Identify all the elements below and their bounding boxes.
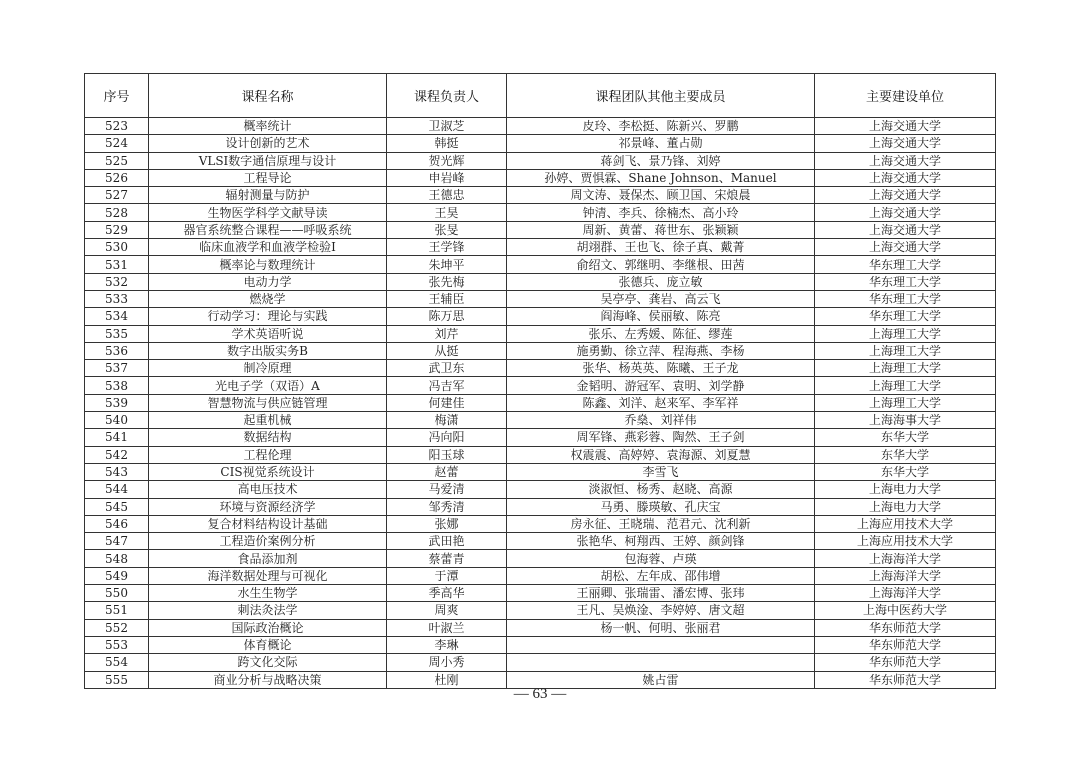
cell-serial-number: 528 bbox=[85, 204, 149, 221]
cell-serial-number: 541 bbox=[85, 429, 149, 446]
cell-team-members: 姚占雷 bbox=[507, 671, 815, 688]
table-row bbox=[85, 636, 996, 653]
cell-serial-number: 546 bbox=[85, 515, 149, 532]
cell-team-members: 陈鑫、刘洋、赵来军、李军祥 bbox=[507, 394, 815, 411]
cell-course-leader: 申岩峰 bbox=[387, 169, 507, 186]
cell-course-name: 生物医学科学文献导读 bbox=[149, 204, 387, 221]
cell-institution: 华东师范大学 bbox=[815, 671, 996, 688]
cell-course-leader: 阳玉球 bbox=[387, 446, 507, 463]
cell-team-members: 张德兵、庞立敏 bbox=[507, 273, 815, 290]
cell-serial-number: 533 bbox=[85, 290, 149, 307]
table-row bbox=[85, 290, 996, 307]
cell-course-name: 水生生物学 bbox=[149, 585, 387, 602]
cell-team-members: 张华、杨英英、陈曦、王子龙 bbox=[507, 360, 815, 377]
cell-team-members: 胡松、左年成、邵伟增 bbox=[507, 567, 815, 584]
cell-team-members: 蒋剑飞、景乃锋、刘婷 bbox=[507, 152, 815, 169]
cell-team-members: 钟清、李兵、徐楠杰、高小玲 bbox=[507, 204, 815, 221]
cell-team-members: 张艳华、柯翔西、王婷、颜剑锋 bbox=[507, 533, 815, 550]
cell-serial-number: 539 bbox=[85, 394, 149, 411]
header-serial-number: 序号 bbox=[85, 74, 149, 118]
table-row bbox=[85, 498, 996, 515]
cell-team-members: 金韬明、游冠军、袁明、刘学静 bbox=[507, 377, 815, 394]
cell-serial-number: 531 bbox=[85, 256, 149, 273]
cell-course-leader: 王学锋 bbox=[387, 239, 507, 256]
cell-institution: 上海海事大学 bbox=[815, 412, 996, 429]
cell-course-leader: 李琳 bbox=[387, 636, 507, 653]
cell-team-members: 皮玲、李松挺、陈新兴、罗鹏 bbox=[507, 118, 815, 135]
cell-team-members: 吴亭亭、龚岩、高云飞 bbox=[507, 290, 815, 307]
cell-institution: 上海交通大学 bbox=[815, 118, 996, 135]
cell-course-leader: 杜刚 bbox=[387, 671, 507, 688]
cell-institution: 上海交通大学 bbox=[815, 152, 996, 169]
cell-team-members: 周军锋、燕彩蓉、陶然、王子剑 bbox=[507, 429, 815, 446]
cell-serial-number: 538 bbox=[85, 377, 149, 394]
cell-course-name: 环境与资源经济学 bbox=[149, 498, 387, 515]
cell-course-name: 制冷原理 bbox=[149, 360, 387, 377]
cell-course-leader: 武田艳 bbox=[387, 533, 507, 550]
cell-course-leader: 邹秀清 bbox=[387, 498, 507, 515]
table-row bbox=[85, 533, 996, 550]
cell-institution: 华东师范大学 bbox=[815, 619, 996, 636]
cell-course-leader: 冯向阳 bbox=[387, 429, 507, 446]
cell-course-leader: 赵蕾 bbox=[387, 463, 507, 480]
cell-course-leader: 王德忠 bbox=[387, 187, 507, 204]
table-body bbox=[85, 118, 996, 689]
cell-institution: 华东理工大学 bbox=[815, 308, 996, 325]
cell-institution: 上海理工大学 bbox=[815, 394, 996, 411]
cell-serial-number: 530 bbox=[85, 239, 149, 256]
cell-course-name: 工程伦理 bbox=[149, 446, 387, 463]
cell-course-leader: 蔡蕾青 bbox=[387, 550, 507, 567]
cell-institution: 上海电力大学 bbox=[815, 481, 996, 498]
cell-course-name: 国际政治概论 bbox=[149, 619, 387, 636]
cell-team-members: 施勇勤、徐立萍、程海燕、李杨 bbox=[507, 342, 815, 359]
cell-serial-number: 554 bbox=[85, 654, 149, 671]
cell-institution: 华东理工大学 bbox=[815, 256, 996, 273]
cell-team-members: 包海蓉、卢瑛 bbox=[507, 550, 815, 567]
cell-team-members: 阎海峰、侯丽敏、陈亮 bbox=[507, 308, 815, 325]
cell-serial-number: 553 bbox=[85, 636, 149, 653]
cell-serial-number: 524 bbox=[85, 135, 149, 152]
table-row bbox=[85, 654, 996, 671]
cell-institution: 上海交通大学 bbox=[815, 135, 996, 152]
table-row bbox=[85, 567, 996, 584]
cell-serial-number: 537 bbox=[85, 360, 149, 377]
table-header-row bbox=[85, 74, 996, 118]
cell-serial-number: 542 bbox=[85, 446, 149, 463]
table-row bbox=[85, 152, 996, 169]
table-row bbox=[85, 273, 996, 290]
header-team-members: 课程团队其他主要成员 bbox=[507, 74, 815, 118]
header-course-leader: 课程负责人 bbox=[387, 74, 507, 118]
cell-serial-number: 552 bbox=[85, 619, 149, 636]
cell-institution: 上海中医药大学 bbox=[815, 602, 996, 619]
cell-course-leader: 张娜 bbox=[387, 515, 507, 532]
cell-course-leader: 季高华 bbox=[387, 585, 507, 602]
cell-course-leader: 于潭 bbox=[387, 567, 507, 584]
table-row bbox=[85, 550, 996, 567]
cell-serial-number: 535 bbox=[85, 325, 149, 342]
cell-institution: 上海海洋大学 bbox=[815, 550, 996, 567]
cell-serial-number: 543 bbox=[85, 463, 149, 480]
cell-team-members: 王凡、吴焕淦、李婷婷、唐文超 bbox=[507, 602, 815, 619]
cell-course-name: 工程造价案例分析 bbox=[149, 533, 387, 550]
cell-course-leader: 王昊 bbox=[387, 204, 507, 221]
cell-team-members: 祁景峰、董占勋 bbox=[507, 135, 815, 152]
header-institution: 主要建设单位 bbox=[815, 74, 996, 118]
cell-serial-number: 551 bbox=[85, 602, 149, 619]
cell-team-members: 王丽卿、张瑞雷、潘宏博、张玮 bbox=[507, 585, 815, 602]
cell-course-leader: 梅潇 bbox=[387, 412, 507, 429]
cell-course-name: 概率论与数理统计 bbox=[149, 256, 387, 273]
cell-institution: 上海海洋大学 bbox=[815, 567, 996, 584]
cell-course-name: 数据结构 bbox=[149, 429, 387, 446]
cell-course-leader: 刘芹 bbox=[387, 325, 507, 342]
table-row bbox=[85, 377, 996, 394]
cell-institution: 上海交通大学 bbox=[815, 239, 996, 256]
cell-team-members: 周新、黄蕾、蒋世东、张颖颖 bbox=[507, 221, 815, 238]
cell-course-name: 复合材料结构设计基础 bbox=[149, 515, 387, 532]
table-row bbox=[85, 169, 996, 186]
cell-serial-number: 548 bbox=[85, 550, 149, 567]
cell-serial-number: 544 bbox=[85, 481, 149, 498]
cell-course-name: 智慧物流与供应链管理 bbox=[149, 394, 387, 411]
cell-course-name: 起重机械 bbox=[149, 412, 387, 429]
cell-course-name: 工程导论 bbox=[149, 169, 387, 186]
cell-course-leader: 武卫东 bbox=[387, 360, 507, 377]
table-row bbox=[85, 515, 996, 532]
cell-course-name: 行动学习：理论与实践 bbox=[149, 308, 387, 325]
table-row bbox=[85, 118, 996, 135]
cell-course-leader: 王辅臣 bbox=[387, 290, 507, 307]
cell-course-name: CIS视觉系统设计 bbox=[149, 463, 387, 480]
cell-course-leader: 从挺 bbox=[387, 342, 507, 359]
cell-course-leader: 周小秀 bbox=[387, 654, 507, 671]
cell-serial-number: 523 bbox=[85, 118, 149, 135]
cell-serial-number: 534 bbox=[85, 308, 149, 325]
cell-institution: 华东理工大学 bbox=[815, 290, 996, 307]
cell-team-members: 胡翊群、王也飞、徐子真、戴菁 bbox=[507, 239, 815, 256]
cell-course-name: 商业分析与战略决策 bbox=[149, 671, 387, 688]
cell-institution: 华东师范大学 bbox=[815, 636, 996, 653]
table-row bbox=[85, 360, 996, 377]
cell-course-leader: 陈万思 bbox=[387, 308, 507, 325]
cell-institution: 上海理工大学 bbox=[815, 377, 996, 394]
cell-serial-number: 536 bbox=[85, 342, 149, 359]
cell-course-name: 学术英语听说 bbox=[149, 325, 387, 342]
cell-serial-number: 540 bbox=[85, 412, 149, 429]
cell-course-leader: 叶淑兰 bbox=[387, 619, 507, 636]
cell-institution: 上海交通大学 bbox=[815, 221, 996, 238]
cell-team-members: 孙婷、贾惧霖、Shane Johnson、Manuel bbox=[507, 169, 815, 186]
cell-course-leader: 卫淑芝 bbox=[387, 118, 507, 135]
cell-institution: 上海交通大学 bbox=[815, 204, 996, 221]
cell-serial-number: 526 bbox=[85, 169, 149, 186]
cell-course-leader: 韩挺 bbox=[387, 135, 507, 152]
cell-institution: 上海应用技术大学 bbox=[815, 533, 996, 550]
cell-course-leader: 何建佳 bbox=[387, 394, 507, 411]
cell-course-leader: 张先梅 bbox=[387, 273, 507, 290]
cell-course-name: 数字出版实务B bbox=[149, 342, 387, 359]
cell-serial-number: 549 bbox=[85, 567, 149, 584]
cell-course-name: 高电压技术 bbox=[149, 481, 387, 498]
table-row bbox=[85, 412, 996, 429]
cell-course-name: 跨文化交际 bbox=[149, 654, 387, 671]
cell-serial-number: 545 bbox=[85, 498, 149, 515]
cell-serial-number: 555 bbox=[85, 671, 149, 688]
cell-course-leader: 朱坤平 bbox=[387, 256, 507, 273]
cell-serial-number: 532 bbox=[85, 273, 149, 290]
table-row bbox=[85, 446, 996, 463]
cell-serial-number: 529 bbox=[85, 221, 149, 238]
cell-team-members: 马勇、滕瑛敏、孔庆宝 bbox=[507, 498, 815, 515]
cell-institution: 上海电力大学 bbox=[815, 498, 996, 515]
cell-institution: 东华大学 bbox=[815, 446, 996, 463]
cell-course-leader: 贺光辉 bbox=[387, 152, 507, 169]
cell-serial-number: 525 bbox=[85, 152, 149, 169]
cell-course-name: 刺法灸法学 bbox=[149, 602, 387, 619]
table-row bbox=[85, 325, 996, 342]
table-row bbox=[85, 602, 996, 619]
cell-serial-number: 550 bbox=[85, 585, 149, 602]
cell-team-members: 李雪飞 bbox=[507, 463, 815, 480]
cell-team-members: 杨一帆、何明、张丽君 bbox=[507, 619, 815, 636]
cell-course-leader: 周爽 bbox=[387, 602, 507, 619]
table-row bbox=[85, 342, 996, 359]
cell-team-members: 乔燊、刘祥伟 bbox=[507, 412, 815, 429]
cell-course-name: 燃烧学 bbox=[149, 290, 387, 307]
table-row bbox=[85, 481, 996, 498]
table-row bbox=[85, 308, 996, 325]
cell-team-members bbox=[507, 636, 815, 653]
cell-course-name: 体育概论 bbox=[149, 636, 387, 653]
cell-course-name: 食品添加剂 bbox=[149, 550, 387, 567]
cell-institution: 上海理工大学 bbox=[815, 342, 996, 359]
cell-course-name: 辐射测量与防护 bbox=[149, 187, 387, 204]
cell-institution: 上海交通大学 bbox=[815, 187, 996, 204]
cell-serial-number: 527 bbox=[85, 187, 149, 204]
cell-course-name: 概率统计 bbox=[149, 118, 387, 135]
cell-team-members: 张乐、左秀媛、陈征、缪莲 bbox=[507, 325, 815, 342]
cell-institution: 华东理工大学 bbox=[815, 273, 996, 290]
cell-institution: 东华大学 bbox=[815, 429, 996, 446]
cell-institution: 上海应用技术大学 bbox=[815, 515, 996, 532]
cell-course-name: 设计创新的艺术 bbox=[149, 135, 387, 152]
cell-institution: 上海理工大学 bbox=[815, 325, 996, 342]
cell-institution: 上海海洋大学 bbox=[815, 585, 996, 602]
table-row bbox=[85, 221, 996, 238]
table-row bbox=[85, 256, 996, 273]
cell-institution: 东华大学 bbox=[815, 463, 996, 480]
table-row bbox=[85, 239, 996, 256]
cell-course-leader: 冯吉军 bbox=[387, 377, 507, 394]
cell-team-members bbox=[507, 654, 815, 671]
table-row bbox=[85, 585, 996, 602]
cell-team-members: 俞绍文、郭继明、李继根、田茜 bbox=[507, 256, 815, 273]
cell-serial-number: 547 bbox=[85, 533, 149, 550]
cell-course-leader: 马爱清 bbox=[387, 481, 507, 498]
table-row bbox=[85, 394, 996, 411]
header-course-name: 课程名称 bbox=[149, 74, 387, 118]
cell-course-name: 电动力学 bbox=[149, 273, 387, 290]
table-row bbox=[85, 429, 996, 446]
cell-course-name: VLSI数字通信原理与设计 bbox=[149, 152, 387, 169]
course-table bbox=[84, 73, 996, 689]
cell-team-members: 周文涛、聂保杰、顾卫国、宋烺晨 bbox=[507, 187, 815, 204]
table-row bbox=[85, 463, 996, 480]
cell-course-leader: 张旻 bbox=[387, 221, 507, 238]
cell-team-members: 权震震、高婷婷、袁海源、刘夏慧 bbox=[507, 446, 815, 463]
table-row bbox=[85, 204, 996, 221]
cell-course-name: 器官系统整合课程——呼吸系统 bbox=[149, 221, 387, 238]
cell-institution: 上海理工大学 bbox=[815, 360, 996, 377]
table-row bbox=[85, 135, 996, 152]
cell-institution: 上海交通大学 bbox=[815, 169, 996, 186]
cell-institution: 华东师范大学 bbox=[815, 654, 996, 671]
table-row bbox=[85, 187, 996, 204]
table-row bbox=[85, 619, 996, 636]
cell-course-name: 临床血液学和血液学检验I bbox=[149, 239, 387, 256]
cell-team-members: 房永征、王晓瑞、范君元、沈利新 bbox=[507, 515, 815, 532]
page-number: — 63 — bbox=[513, 686, 567, 702]
cell-team-members: 淡淑恒、杨秀、赵晓、高源 bbox=[507, 481, 815, 498]
cell-course-name: 海洋数据处理与可视化 bbox=[149, 567, 387, 584]
cell-course-name: 光电子学（双语）A bbox=[149, 377, 387, 394]
